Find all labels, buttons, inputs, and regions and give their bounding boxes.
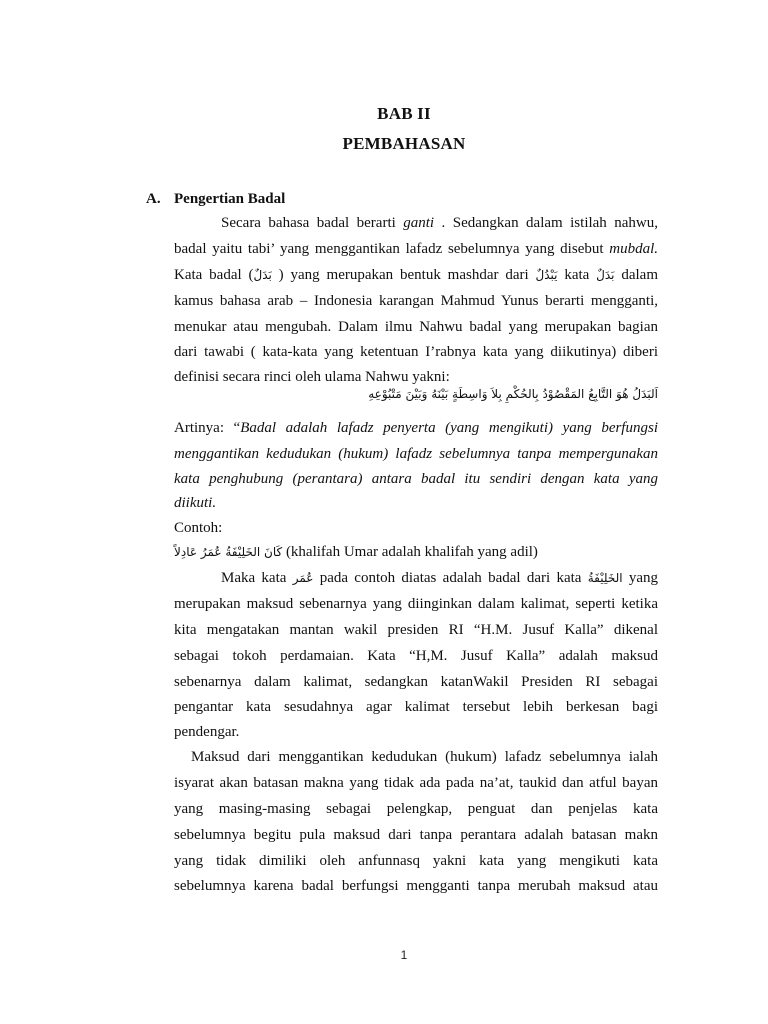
paragraph-line: pengantar kata sesudahnya agar kalimat tersebut lebih berkesan bagi	[174, 699, 658, 715]
paragraph-line: kita mengatakan mantan wakil presiden RI “H.M. Jusuf Kalla” dikenal	[174, 622, 658, 638]
example-sentence	[174, 543, 658, 561]
paragraph-line: dari tawabi ( kata-kata yang ketentuan I’rabnya kata yang diikutinya) diberi	[174, 344, 658, 360]
text-span: Kata badal (	[174, 267, 254, 283]
paragraph-line: isyarat akan batasan makna yang tidak ada pada na’at, taukid dan atful bayan	[174, 775, 658, 791]
paragraph-line: kamus bahasa arab – Indonesia karangan Mahmud Yunus berarti mengganti,	[174, 293, 658, 309]
arabic-definition: اَلبَدَلُ هُوَ التَّابِعُ المَقْصُوْدُ بِالحُكْمِ بِلاَ وَاسِطَةٍ بَيْنَهُ وَبَيْنَ مَتْبُوْعِهِ	[368, 387, 658, 401]
arabic-word: يَبْدُلٌ	[535, 268, 558, 282]
section-heading	[146, 191, 285, 208]
page-number: 1	[400, 948, 408, 962]
paragraph-line: Maksud dari menggantikan kedudukan (hukum) lafadz sebelumnya ialah	[191, 749, 658, 765]
text-span: kata	[557, 267, 597, 283]
paragraph-line: sebelumnya karena badal berfungsi mengganti tanpa merubah maksud atau	[174, 878, 658, 894]
paragraph-line: merupakan maksud sebenarnya yang diinginkan dalam kalimat, seperti ketika	[174, 596, 658, 612]
chapter-title: PEMBAHASAN	[342, 134, 466, 153]
text-span: pada contoh diatas adalah badal dari kata	[313, 570, 588, 586]
paragraph-line: menukar atau mengubah. Dalam ilmu Nahwu badal yang merupakan bagian	[174, 319, 658, 335]
paragraph-line: pendengar.	[174, 724, 240, 740]
arabic-word: بَدَلٌ	[596, 268, 615, 282]
paragraph-line: yang masing-masing sebagai pelengkap, penguat dan penjelas kata	[174, 801, 658, 817]
example-label: Contoh:	[174, 520, 223, 536]
paragraph-line: sebelumnya begitu pula maksud dari tanpa perantara adalah batasan makn	[174, 827, 658, 843]
arabic-word: الخَلِيْفَةُ	[587, 571, 623, 585]
chapter-heading: BAB II	[377, 104, 431, 123]
text-span: . Sedangkan dalam istilah nahwu,	[434, 215, 659, 231]
italic-term: mubdal.	[609, 241, 658, 257]
paragraph-line: sebenarnya dalam kalimat, sedangkan katanWakil Presiden RI sebagai	[174, 674, 658, 690]
paragraph-line	[174, 240, 658, 258]
text-span: Maka kata	[221, 570, 293, 586]
translation-line: kata penghubung (perantara) antara badal itu sendiri dengan kata yang	[174, 471, 658, 487]
translation-line	[174, 419, 658, 437]
paragraph-line: yang tidak dimiliki oleh anfunnasq yakni kata yang mengikuti kata	[174, 853, 658, 869]
text-span: dalam	[614, 267, 659, 283]
paragraph-line: sebagai tokoh perdamaian. Kata “H,M. Jusuf Kalla” adalah maksud	[174, 648, 658, 664]
translation-line: diikuti.	[174, 495, 217, 511]
arabic-word: بَدَلٌ	[253, 268, 272, 282]
paragraph-line	[174, 266, 658, 284]
text-span: badal yaitu tabi’ yang menggantikan lafadz sebelumnya yang disebut	[174, 241, 610, 257]
translation-line: menggantikan kedudukan (hukum) lafadz sebelumnya tanpa mempergunakan	[174, 446, 658, 462]
text-span: yang	[622, 570, 658, 586]
example-meaning: (khalifah Umar adalah khalifah yang adil)	[282, 544, 538, 560]
italic-term: ganti	[403, 215, 435, 231]
paragraph-line	[221, 214, 658, 232]
section-title-text: Pengertian Badal	[174, 191, 286, 207]
paragraph-line	[221, 569, 658, 587]
text-span: ) yang merupakan bentuk mashdar dari	[271, 267, 536, 283]
italic-text: Badal adalah lafadz penyerta (yang mengikuti) yang berfungsi	[240, 420, 658, 436]
section-number: A.	[146, 191, 161, 207]
text-span: Secara bahasa badal berarti	[221, 215, 404, 231]
arabic-word: عُمَر	[292, 571, 314, 585]
arabic-example: كَانَ الخَلِيْفَةُ عُمَرُ عَادِلاً	[174, 545, 283, 559]
paragraph-line: definisi secara rinci oleh ulama Nahwu yakni:	[174, 369, 450, 385]
translation-label: Artinya: “	[174, 420, 241, 436]
